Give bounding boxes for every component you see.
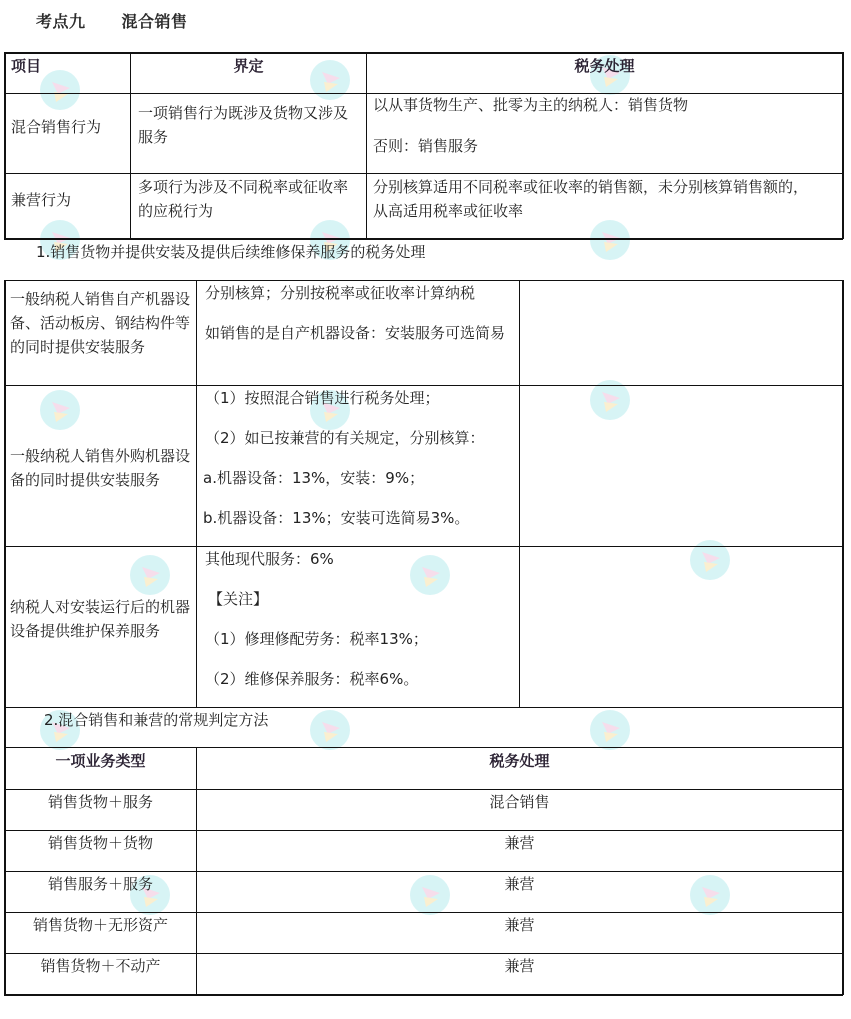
treatment-goods-goods: 兼营 [504, 834, 535, 852]
case-purchased-treatment-2: （2）如已按兼营的有关规定，分别核算： [205, 429, 485, 447]
row-concurrent-definition: 多项行为涉及不同税率或征收率的应税行为 [138, 178, 349, 220]
case-purchased: 一般纳税人销售外购机器设备的同时提供安装服务 [10, 447, 191, 489]
title-number: 考点九 [36, 12, 86, 31]
row-mixed-treatment-2: 否则：销售服务 [373, 137, 479, 155]
row-concurrent-item: 兼营行为 [11, 191, 72, 209]
treatment-goods-realestate: 兼营 [504, 957, 535, 975]
row-mixed-treatment-1: 以从事货物生产、批零为主的纳税人：销售货物 [373, 96, 689, 114]
type-goods-intangible: 销售货物＋无形资产 [32, 916, 168, 934]
case-self-produced-treatment-2: 如销售的是自产机器设备：安装服务可选简易 [205, 324, 506, 342]
header-item: 项目 [11, 57, 42, 75]
header-definition: 界定 [233, 57, 264, 75]
treatment-service-service: 兼营 [504, 875, 535, 893]
row-concurrent-treatment: 分别核算适用不同税率或征收率的销售额，未分别核算销售额的，从高适用税率或征收率 [373, 178, 809, 220]
case-maintenance-treatment-2: （1）修理修配劳务：税率13%； [205, 630, 428, 648]
treatment-goods-intangible: 兼营 [504, 916, 535, 934]
type-goods-service: 销售货物＋服务 [47, 793, 153, 811]
case-purchased-treatment-a: a.机器设备：13%，安装：9%； [203, 469, 425, 487]
section-1-heading: 1.销售货物并提供安装及提供后续维修保养服务的税务处理 [36, 243, 426, 261]
treatment-goods-service: 混合销售 [489, 793, 550, 811]
title-topic: 混合销售 [121, 12, 188, 31]
row-mixed-definition: 一项销售行为既涉及货物又涉及服务 [138, 104, 349, 146]
case-maintenance-treatment-3: （2）维修保养服务：税率6%。 [205, 670, 419, 688]
header-tax-treatment: 税务处理 [489, 752, 550, 770]
case-maintenance: 纳税人对安装运行后的机器设备提供维护保养服务 [10, 598, 191, 640]
case-purchased-treatment-1: （1）按照混合销售进行税务处理； [205, 389, 440, 407]
case-self-produced: 一般纳税人销售自产机器设备、活动板房、钢结构件等的同时提供安装服务 [10, 290, 191, 356]
case-maintenance-treatment-1: 其他现代服务：6% [205, 550, 334, 568]
case-self-produced-treatment-1: 分别核算；分别按税率或征收率计算纳税 [205, 284, 476, 302]
type-goods-goods: 销售货物＋货物 [47, 834, 153, 852]
type-goods-realestate: 销售货物＋不动产 [40, 957, 161, 975]
case-purchased-treatment-b: b.机器设备：13%；安装可选简易3%。 [203, 509, 470, 527]
header-business-type: 一项业务类型 [55, 752, 146, 770]
header-treatment: 税务处理 [574, 57, 635, 75]
section-2-heading: 2.混合销售和兼营的常规判定方法 [44, 711, 269, 729]
case-maintenance-note: 【关注】 [208, 590, 269, 608]
row-mixed-item: 混合销售行为 [11, 118, 102, 136]
type-service-service: 销售服务＋服务 [47, 875, 153, 893]
page-title [36, 9, 188, 32]
